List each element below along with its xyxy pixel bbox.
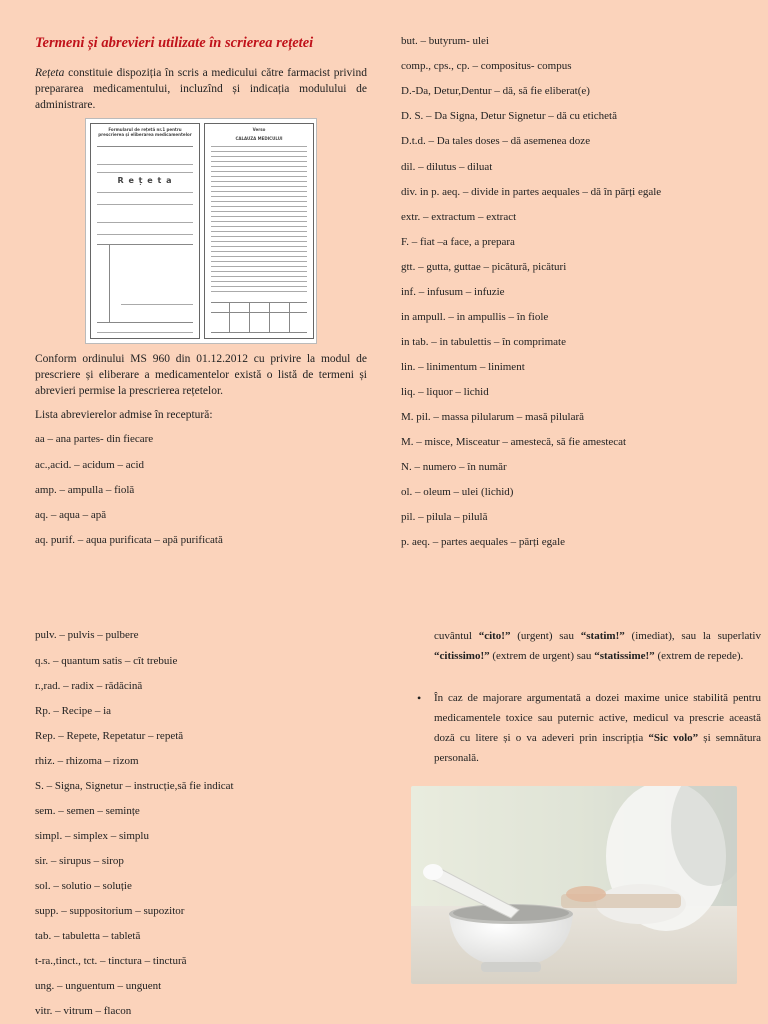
text-fragment: și semnătura personală. <box>434 732 762 764</box>
order-paragraph: Conform ordinului MS 960 din 01.12.2012 cu privire la modul de prescriere și eliberare a medicamentelor există o listă de termeni și abrevieri permise la prescrierea rețetelor. <box>35 353 367 397</box>
list-heading: Lista abrevierelor admise în receptură: <box>35 409 213 421</box>
term-item: ung. – unguentum – unguent <box>35 980 162 992</box>
left-column <box>35 35 367 113</box>
term-item: in tab. – in tabulettis – în comprimate <box>401 336 566 348</box>
term-item: r.,rad. – radix – rădăcină <box>35 680 143 692</box>
urgency-paragraph <box>434 626 761 666</box>
intro-text: constituie dispoziția în scris a medicului către farmacist privind prepararea medicamentului, incluzînd și indicația modulului de administrare. <box>35 67 367 111</box>
mortar-pestle-illustration <box>411 786 737 984</box>
term-cito: “cito!” <box>478 630 511 642</box>
intro-paragraph <box>35 65 367 113</box>
prescription-form-image <box>85 118 317 344</box>
term-item: sir. – sirupus – sirop <box>35 855 124 867</box>
term-item: comp., cps., cp. – compositus- compus <box>401 60 572 72</box>
term-citissimo: “citissimo!” <box>434 650 490 662</box>
term-item: ac.,acid. – acidum – acid <box>35 459 145 471</box>
term-item: div. in p. aeq. – divide in partes aequales – dă în părți egale <box>401 186 662 198</box>
text-fragment: În caz de majorare argumentată a dozei maxime unice stabilită pentru medicamentele toxice sau puternic active, medicul va prescrie această doză cu litere și o va adeveri prin inscripția <box>434 692 761 744</box>
term-item: D.t.d. – Da tales doses – dă asemenea doze <box>401 135 591 147</box>
term-item: D. S. – Da Signa, Detur Signetur – dă cu etichetă <box>401 110 617 122</box>
term-item: S. – Signa, Signetur – instrucție,să fie indicat <box>35 780 234 792</box>
term-sic-volo: “Sic volo” <box>648 732 699 744</box>
text-fragment: cuvântul <box>434 630 479 642</box>
term-item: aq. – aqua – apă <box>35 509 107 521</box>
term-item: aq. purif. – aqua purificata – apă purificată <box>35 534 223 546</box>
term-item: D.-Da, Detur,Dentur – dă, să fie eliberat(e) <box>401 85 590 97</box>
text-fragment: (extrem de repede). <box>654 650 744 662</box>
form-front-title: R e ț e t a <box>117 176 173 185</box>
term-statim: “statim!” <box>580 630 625 642</box>
term-item: tab. – tabuletta – tabletă <box>35 930 141 942</box>
term-item: t-ra.,tinct., tct. – tinctura – tinctură <box>35 955 187 967</box>
term-item: sem. – semen – semințe <box>35 805 140 817</box>
term-item: but. – butyrum- ulei <box>401 35 489 47</box>
text-fragment: (imediat), sau la superlativ <box>624 630 761 642</box>
term-item: q.s. – quantum satis – cît trebuie <box>35 655 178 667</box>
bullet-icon: • <box>417 691 422 705</box>
term-item: rhiz. – rhizoma – rizom <box>35 755 139 767</box>
term-item: vitr. – vitrum – flacon <box>35 1005 132 1017</box>
text-fragment: (extrem de urgent) sau <box>489 650 595 662</box>
term-item: M. pil. – massa pilularum – masă pilulară <box>401 411 584 423</box>
term-item: Rep. – Repete, Repetatur – repetă <box>35 730 184 742</box>
form-back <box>204 123 314 339</box>
text-fragment: (urgent) sau <box>510 630 581 642</box>
term-item: aa – ana partes- din fiecare <box>35 433 154 445</box>
term-item: in ampull. – in ampullis – în fiole <box>401 311 549 323</box>
term-item: inf. – infusum – infuzie <box>401 286 505 298</box>
term-item: p. aeq. – partes aequales – părți egale <box>401 536 566 548</box>
term-item: dil. – dilutus – diluat <box>401 161 493 173</box>
term-item: Rp. – Recipe – ia <box>35 705 112 717</box>
term-item: liq. – liquor – lichid <box>401 386 489 398</box>
mortar-pestle-photo <box>411 786 737 984</box>
term-item: pulv. – pulvis – pulbere <box>35 629 139 641</box>
form-front <box>90 123 200 339</box>
term-item: sol. – solutio – soluție <box>35 880 132 892</box>
term-item: ol. – oleum – ulei (lichid) <box>401 486 514 498</box>
term-item: gtt. – gutta, guttae – picătură, picături <box>401 261 567 273</box>
intro-term: Rețeta <box>35 67 65 79</box>
term-item: amp. – ampulla – fiolă <box>35 484 135 496</box>
order-block <box>35 351 367 423</box>
term-item: F. – fiat –a face, a prepara <box>401 236 515 248</box>
form-back-title: CALAUZA MEDICULUI <box>235 136 283 141</box>
dose-bullet-paragraph <box>434 688 761 768</box>
term-item: simpl. – simplex – simplu <box>35 830 149 842</box>
term-item: lin. – linimentum – liniment <box>401 361 525 373</box>
term-statissime: “statissime!” <box>594 650 655 662</box>
term-item: extr. – extractum – extract <box>401 211 517 223</box>
form-back-header: Verso <box>252 127 266 132</box>
form-front-header: Formularul de rețetă nr.1 pentru prescrierea și eliberarea medicamentelor <box>98 127 192 137</box>
page-title: Termeni și abrevieri utilizate în scrierea rețetei <box>35 35 314 51</box>
term-item: M. – misce, Misceatur – amestecă, să fie amestecat <box>401 436 627 448</box>
term-item: supp. – suppositorium – supozitor <box>35 905 185 917</box>
term-item: pil. – pilula – pilulă <box>401 511 488 523</box>
term-item: N. – numero – în număr <box>401 461 507 473</box>
